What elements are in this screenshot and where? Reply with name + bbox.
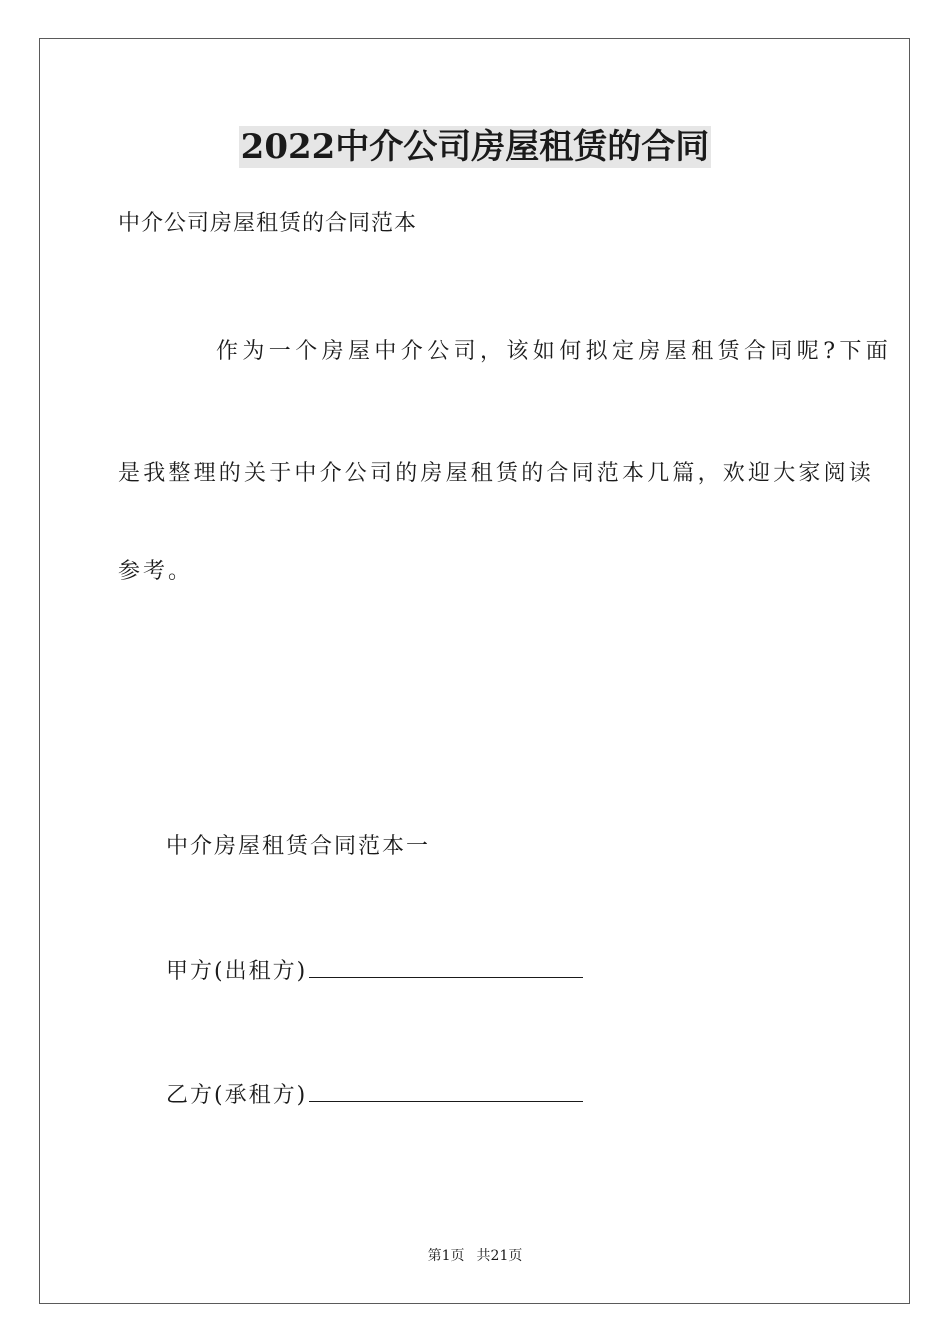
- party-b-row: [166, 1082, 583, 1110]
- title-container: [0, 126, 950, 168]
- party-a-blank-line: [309, 959, 583, 978]
- page-number-total: 共21页: [476, 1248, 523, 1264]
- intro-paragraph-line-1: 作为一个房屋中介公司，该如何拟定房屋租赁合同呢?下面: [216, 339, 893, 364]
- party-a-label: 甲方(出租方): [166, 959, 308, 984]
- intro-paragraph-line-3: 参考。: [118, 559, 194, 584]
- document-title: 2022中介公司房屋租赁的合同: [240, 127, 710, 167]
- party-b-label: 乙方(承租方): [166, 1083, 308, 1108]
- page-number-current: 第1页: [427, 1248, 465, 1264]
- intro-paragraph-line-2: 是我整理的关于中介公司的房屋租赁的合同范本几篇，欢迎大家阅读: [118, 461, 875, 486]
- party-a-row: [166, 958, 583, 986]
- document-subtitle: 中介公司房屋租赁的合同范本: [118, 211, 418, 236]
- party-b-blank-line: [309, 1083, 583, 1102]
- page-footer: [0, 1246, 950, 1266]
- section-heading: 中介房屋租赁合同范本一: [166, 834, 431, 859]
